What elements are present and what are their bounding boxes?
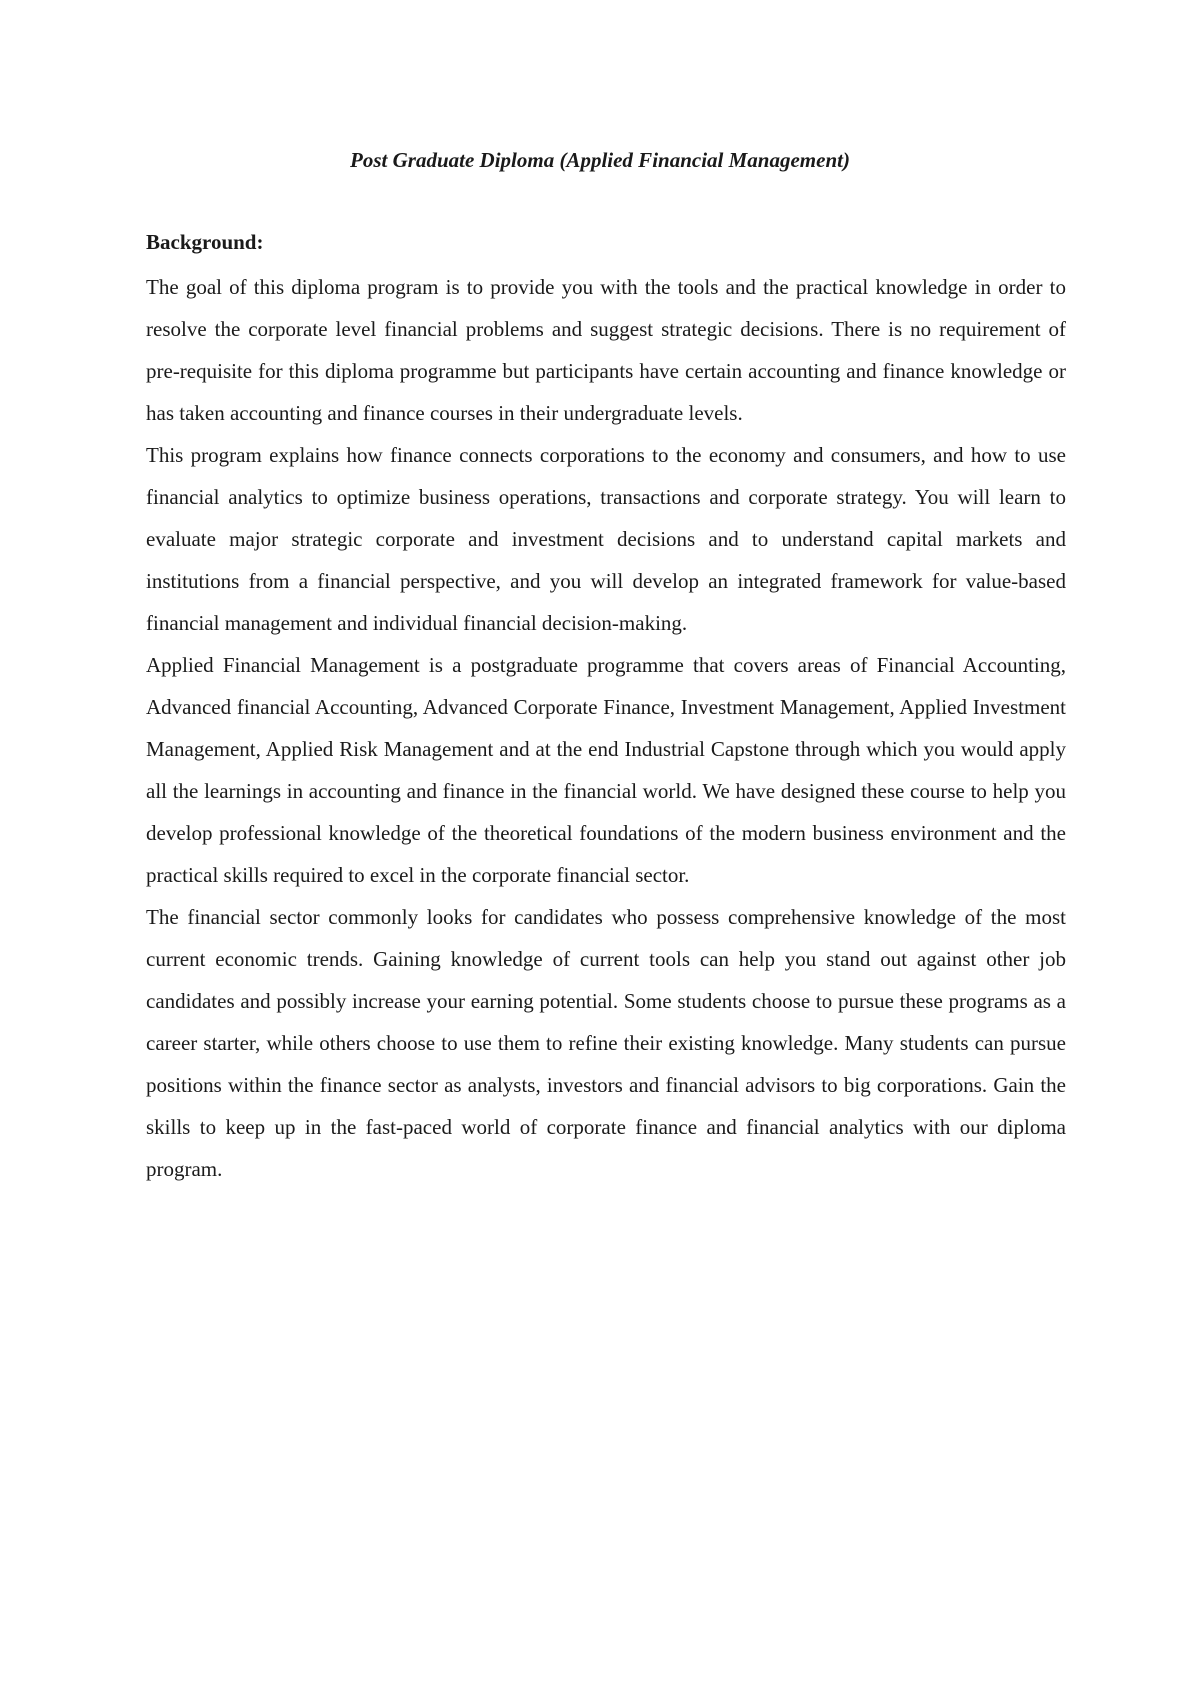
paragraph-goal: The goal of this diploma program is to provide you with the tools and the practical knowledge in order to resolve the corporate level financial problems and suggest strategic decisions. There is no requirement of pre-requisite for this diploma programme but participants have certain accounting and finance knowledge or has taken accounting and finance courses in their undergraduate levels. xyxy=(146,275,1066,425)
paragraph-program-explanation: This program explains how finance connects corporations to the economy and consumers, and how to use financial analytics to optimize business operations, transactions and corporate strategy. You will learn to evaluate major strategic corporate and investment decisions and to understand capital markets and institutions from a financial perspective, and you will develop an integrated framework for value-based financial management and individual financial decision-making. xyxy=(146,443,1066,635)
paragraph-career-outlook: The financial sector commonly looks for candidates who possess comprehensive knowledge of the most current economic trends. Gaining knowledge of current tools can help you stand out against other job candidates and possibly increase your earning potential. Some students choose to pursue these programs as a career starter, while others choose to use them to refine their existing knowledge. Many students can pursue positions within the finance sector as analysts, investors and financial advisors to big corporations. Gain the skills to keep up in the fast-paced world of corporate finance and financial analytics with our diploma program. xyxy=(146,905,1066,1181)
document-body xyxy=(146,228,1066,1190)
document-title: Post Graduate Diploma (Applied Financial Management) xyxy=(350,148,850,172)
paragraph-program-areas: Applied Financial Management is a postgraduate programme that covers areas of Financial Accounting, Advanced financial Accounting, Advanced Corporate Finance, Investment Management, Applied Investment Management, Applied Risk Management and at the end Industrial Capstone through which you would apply all the learnings in accounting and finance in the financial world. We have designed these course to help you develop professional knowledge of the theoretical foundations of the modern business environment and the practical skills required to excel in the corporate financial sector. xyxy=(146,653,1066,887)
section-heading: Background: xyxy=(146,230,264,254)
